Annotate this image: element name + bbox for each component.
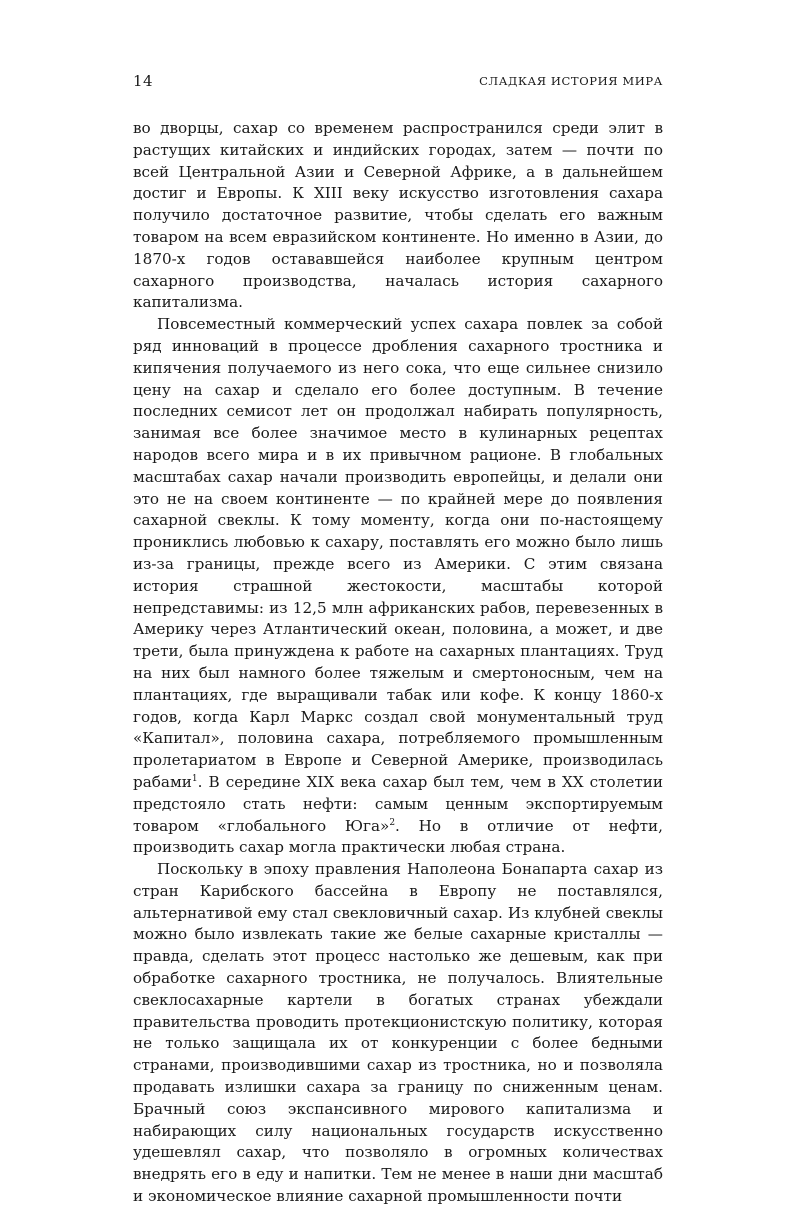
paragraph-1: во дворцы, сахар со временем распространился среди элит в растущих китайских и индийских городах, затем — почти по всей Центральной Азии и Северной Африке, а в дальнейшем достиг и Европы. К XIII веку искусство изготовления сахара получило достаточное развитие, чтобы сделать его важным товаром на всем евразийском континенте. Но именно в Азии, до 1870-х годов остававшейся наиболее крупным центром сахарного производства, началась история сахарного капитализма. — [133, 119, 663, 312]
paragraph-2-part-1: Повсеместный коммерческий успех сахара повлек за собой ряд инноваций в процессе дробления сахарного тростника и кипячения получаемого из него сока, что еще сильнее снизило цену на сахар и сделало его более доступным. В течение последних семисот лет он продолжал набирать популярность, занимая все более значимое место в кулинарных рецептах народов всего мира и в их привычном рационе. В глобальных масштабах сахар начали производить европейцы, и делали они это не на своем континенте — по крайней мере до появления сахарной свеклы. К тому моменту, когда они по-настоящему прониклись любовью к сахару, поставлять его можно было лишь из-за границы, прежде всего из Америки. С этим связана история страшной жестокости, масштабы которой непредставимы: из 12,5 млн африканских рабов, перевезенных в Америку через Атлантический океан, половина, а может, и две трети, была принуждена к работе на сахарных плантациях. Труд на них был намного более тяжелым и смертоносным, чем на плантациях, где выращивали табак или кофе. К концу 1860-х годов, когда Карл Маркс создал свой монументальный труд «Капитал», половина сахара, потребляемого промышленным пролетариатом в Европе и Северной Америке, производилась рабами — [133, 315, 663, 791]
running-head — [133, 72, 663, 92]
footnote-ref-2[interactable]: 2 — [389, 817, 396, 828]
footnote-ref-1[interactable]: 1 — [191, 773, 198, 784]
running-title: СЛАДКАЯ ИСТОРИЯ МИРА — [479, 74, 663, 88]
paragraph-2-part-3: . Но в отличие от нефти, производить сахар могла практически любая страна. — [133, 816, 663, 857]
paragraph-2-part-2: . В середине XIX века сахар был тем, чем в XX столетии предстояло стать нефти: самым ценным экспортируемым товаром «глобального Юга» — [133, 772, 663, 835]
paragraph-2 — [133, 314, 663, 859]
page-number: 14 — [133, 72, 154, 90]
paragraph-3: Поскольку в эпоху правления Наполеона Бонапарта сахар из стран Карибского бассейна в Европу не поставлялся, альтернативой ему стал свекловичный сахар. Из клубней свеклы можно было извлекать такие же белые сахарные кристаллы — правда, сделать этот процесс настолько же дешевым, как при обработке сахарного тростника, не получалось. Влиятельные свеклосахарные картели в богатых странах убеждали правительства проводить протекционистскую политику, которая не только защищала их от конкуренции с более бедными странами, производившими сахар из тростника, но и позволяла продавать излишки сахара за границу по сниженным ценам. Брачный союз экспансивного мирового капитализма и набирающих силу национальных государств искусственно удешевлял сахар, что позволяло в огромных количествах внедрять его в еду и напитки. Тем не менее в наши дни масштаб и экономическое влияние сахарной промышленности почти — [133, 860, 663, 1206]
body-text — [133, 118, 663, 1208]
